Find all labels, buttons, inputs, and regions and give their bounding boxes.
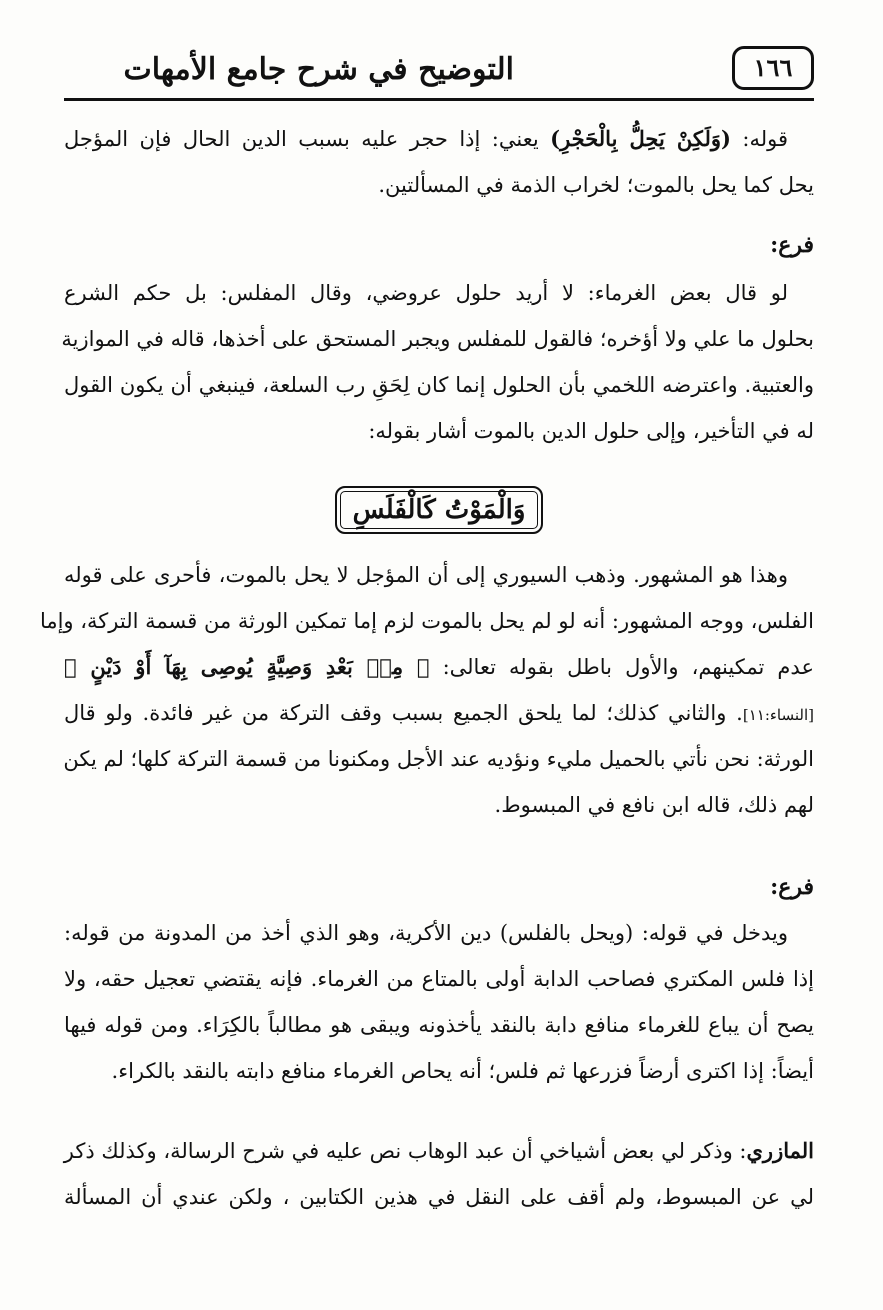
paragraph-2 (61, 270, 814, 454)
text-line (64, 116, 814, 162)
far-heading: فرع: (770, 874, 814, 900)
text-line: والعتبية. واعترضه اللخمي بأن الحلول إنما كان لِحَقِ رب السلعة، فينبغي أن يكون القول (64, 373, 814, 397)
page-number-badge (732, 46, 814, 90)
section-heading-2 (64, 864, 814, 910)
text-line: أيضاً: إذا اكترى أرضاً فزرعها ثم فلس؛ أنه يحاص الغرماء منافع دابته بالنقد بالكراء. (111, 1059, 814, 1083)
text-line: الورثة: نحن نأتي بالحميل مليء ونؤديه عند الأجل ومكنونا من قسمة التركة كلها؛ لم يكن (63, 747, 814, 771)
text-line: ويدخل في قوله: (ويحل بالفلس) دين الأكرية، وهو الذي أخذ من المدونة من قوله: (64, 921, 788, 945)
text-line: لهم ذلك، قاله ابن نافع في المبسوط. (494, 793, 814, 817)
text-run: قوله: (730, 127, 788, 151)
text-run: . والثاني كذلك؛ لما يلحق الجميع بسبب وقف التركة من غير فائدة. ولو قال (64, 701, 743, 725)
text-line: إذا فلس المكتري فصاحب الدابة أولى بالمتاع من الغرماء. فإنه يقتضي تعجيل حقه، ولا (64, 967, 814, 991)
text-line: لي عن المبسوط، ولم أقف على النقل في هذين الكتابين ، ولكن عندي أن المسألة (64, 1185, 814, 1209)
page-header (64, 44, 814, 104)
text-line: بحلول ما علي ولا أؤخره؛ فالقول للمفلس ويجبر المستحق على أخذها، قاله في الموازية (61, 327, 814, 351)
header-rule (64, 98, 814, 101)
text-line (64, 644, 814, 690)
text-line: يصح أن يباع للغرماء منافع دابة بالنقد يأخذونه ويبقى هو مطالباً بالكِرَاء. ومن قوله فيها (64, 1013, 814, 1037)
text-line: لو قال بعض الغرماء: لا أريد حلول عروضي، وقال المفلس: بل حكم الشرع (64, 281, 788, 305)
text-line (64, 690, 814, 736)
matn-quote: (وَلَكِنْ يَحِلُّ بِالْحَجْرِ) (550, 126, 731, 151)
paragraph-5 (64, 1128, 814, 1220)
text-run: عدم تمكينهم، والأول باطل بقوله تعالى: (429, 655, 814, 679)
paragraph-3 (39, 552, 814, 828)
text-run: يعني: إذا حجر عليه بسبب الدين الحال فإن المؤجل (64, 127, 551, 151)
running-title: التوضيح في شرح جامع الأمهات (123, 52, 514, 87)
matn-box-wrapper (64, 486, 814, 536)
far-heading: فرع: (770, 232, 814, 258)
matn-box: وَالْمَوْتُ كَالْفَلَسِ (335, 486, 544, 534)
paragraph-1 (64, 116, 814, 208)
text-line: يحل كما يحل بالموت؛ لخراب الذمة في المسألتين. (378, 173, 814, 197)
section-heading-1 (64, 222, 814, 268)
quran-verse: ﴿ مِنۢ بَعْدِ وَصِيَّةٍ يُوصِى بِهَآ أَوْ دَيْنٍ ﴾ (64, 654, 430, 679)
scholar-name: المازري (746, 1138, 814, 1163)
text-line: له في التأخير، وإلى حلول الدين بالموت أشار بقوله: (368, 419, 814, 443)
text-line: الفلس، ووجه المشهور: أنه لو لم يحل بالموت لزم إما تمكين الورثة من قسمة التركة، وإما (39, 609, 814, 633)
paragraph-4 (64, 910, 814, 1094)
text-line: وهذا هو المشهور. وذهب السيوري إلى أن المؤجل لا يحل بالموت، فأحرى على قوله (64, 563, 788, 587)
page-number: ١٦٦ (753, 53, 793, 82)
text-line (64, 1128, 814, 1174)
verse-reference: [النساء:١١] (742, 706, 814, 724)
text-run: : وذكر لي بعض أشياخي أن عبد الوهاب نص عليه في شرح الرسالة، وكذلك ذكر (63, 1139, 747, 1163)
